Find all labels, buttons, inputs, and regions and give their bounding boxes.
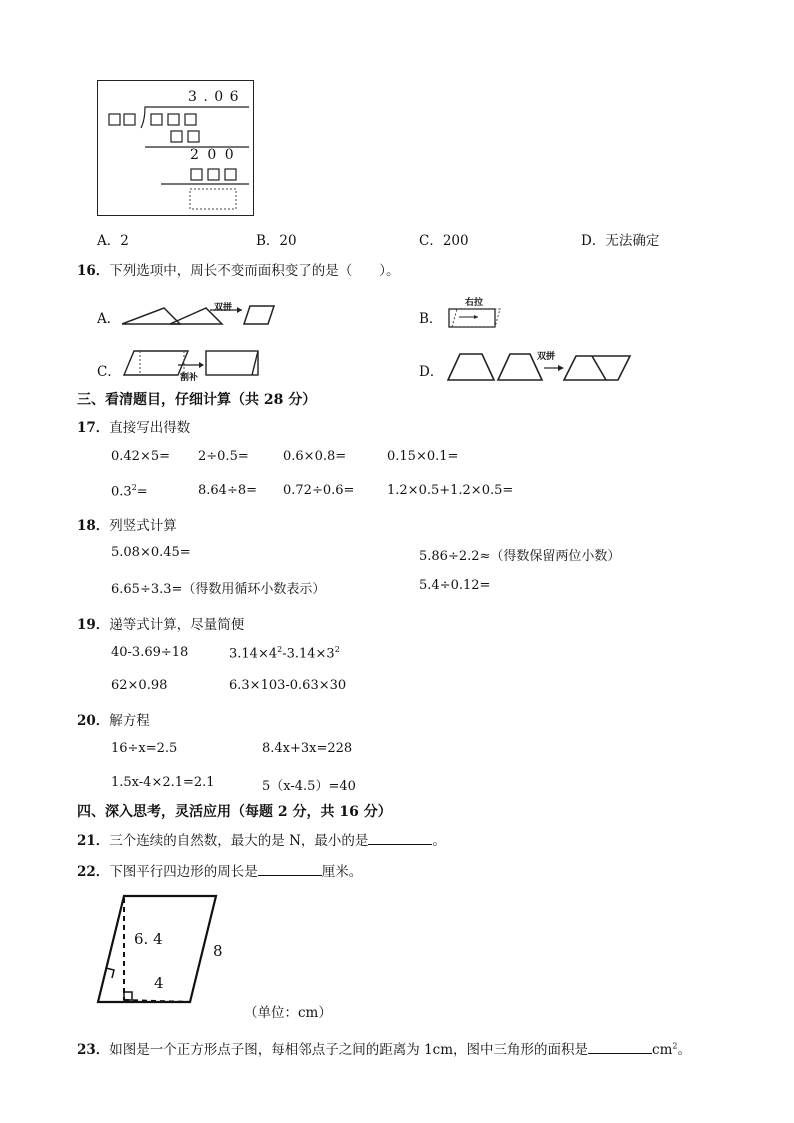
q20-number: 20． bbox=[77, 713, 110, 729]
q17-number: 17． bbox=[77, 420, 110, 436]
q15-division-figure bbox=[97, 80, 254, 216]
q21-number: 21． bbox=[77, 833, 110, 849]
q22-number: 22． bbox=[77, 864, 110, 880]
q21-answer-blank[interactable] bbox=[368, 832, 432, 845]
q18-text: 列竖式计算 bbox=[109, 518, 177, 534]
q16-option-a-label: A． bbox=[97, 311, 121, 327]
q23-text-c: 。 bbox=[677, 1042, 692, 1058]
q18-number: 18． bbox=[77, 518, 110, 534]
q18-b: 5.86÷2.2≈（得数保留两位小数） bbox=[419, 549, 621, 564]
q20-a: 16÷x=2.5 bbox=[111, 741, 178, 756]
q22-side-label: 8 bbox=[213, 942, 223, 960]
q22-base-label: 4 bbox=[154, 974, 164, 992]
q17-r2-a-tail: = bbox=[136, 484, 148, 500]
q17-r2-a bbox=[111, 483, 148, 499]
q22-text-b: 厘米。 bbox=[321, 864, 363, 880]
q16-label-shuangpin-a: 双拼 bbox=[214, 303, 233, 313]
q22-unit-label: （单位：cm） bbox=[244, 1005, 332, 1021]
q23-text-b: cm bbox=[652, 1042, 673, 1058]
q17-text: 直接写出得数 bbox=[109, 420, 191, 436]
q16-option-c-label: C． bbox=[97, 364, 121, 380]
q17-r1-b: 2÷0.5= bbox=[198, 449, 249, 464]
q21-text-b: 。 bbox=[432, 833, 446, 849]
q17-r2-b: 8.64÷8= bbox=[198, 483, 258, 498]
q17-r2-a-sup: 2 bbox=[131, 483, 137, 492]
q16-text: 下列选项中，周长不变而面积变了的是（ ）。 bbox=[109, 263, 400, 279]
q19-number: 19． bbox=[77, 617, 110, 633]
q17-r1-c: 0.6×0.8= bbox=[283, 449, 347, 464]
q23-text-sup: 2 bbox=[672, 1041, 678, 1051]
q19-b-sup1: 2 bbox=[277, 645, 283, 654]
q18-a: 5.08×0.45= bbox=[111, 545, 191, 560]
q17-r1-d: 0.15×0.1= bbox=[387, 449, 459, 464]
q17-r2-d: 1.2×0.5+1.2×0.5= bbox=[387, 483, 514, 498]
q16-option-a-figure bbox=[118, 298, 278, 330]
q23-question bbox=[77, 1038, 691, 1058]
q17-r2-a-base: 0.3 bbox=[111, 484, 132, 500]
q18-question bbox=[77, 514, 177, 534]
q22-text-a: 下图平行四边形的周长是 bbox=[109, 864, 258, 880]
q19-text: 递等式计算，尽量简便 bbox=[109, 617, 245, 633]
q15-option-a: A．2 bbox=[97, 233, 129, 249]
q16-question bbox=[77, 259, 400, 279]
q22-answer-blank[interactable] bbox=[258, 863, 322, 876]
q19-c: 62×0.98 bbox=[111, 678, 168, 693]
q19-b-sup2: 2 bbox=[334, 645, 340, 654]
q16-label-youla: 右拉 bbox=[465, 298, 484, 308]
q17-r2-c: 0.72÷0.6= bbox=[283, 483, 355, 498]
q16-number: 16． bbox=[77, 263, 110, 279]
q20-text: 解方程 bbox=[109, 713, 150, 729]
q19-b-part1: 3.14×4 bbox=[229, 646, 278, 662]
q15-option-c: C．200 bbox=[419, 233, 469, 249]
q20-c: 1.5x-4×2.1=2.1 bbox=[111, 775, 215, 790]
q15-option-d: D．无法确定 bbox=[581, 233, 660, 249]
q22-question bbox=[77, 860, 362, 880]
q20-b: 8.4x+3x=228 bbox=[262, 741, 353, 756]
q17-question bbox=[77, 416, 190, 436]
q15-quotient: 3 . 0 6 bbox=[188, 89, 240, 105]
q16-option-b-label: B． bbox=[419, 311, 443, 327]
q19-question bbox=[77, 613, 244, 633]
section-4-title: 四、深入思考，灵活应用（每题 2 分，共 16 分） bbox=[77, 804, 392, 820]
q17-r1-a: 0.42×5= bbox=[111, 449, 171, 464]
q16-label-gebu: 割补 bbox=[180, 373, 199, 383]
q18-c: 6.65÷3.3=（得数用循环小数表示） bbox=[111, 582, 326, 597]
q16-option-d-label: D． bbox=[419, 364, 444, 380]
q16-label-shuangpin-d: 双拼 bbox=[537, 352, 556, 362]
q20-question bbox=[77, 709, 150, 729]
q19-b-part2: -3.14×3 bbox=[282, 646, 335, 662]
q23-text-a: 如图是一个正方形点子图，每相邻点子之间的距离为 1cm，图中三角形的面积是 bbox=[109, 1042, 589, 1058]
q23-number: 23． bbox=[77, 1042, 110, 1058]
q15-option-b: B．20 bbox=[256, 233, 297, 249]
q19-b bbox=[229, 645, 340, 661]
q18-d: 5.4÷0.12= bbox=[419, 578, 491, 593]
q22-height-label: 6. 4 bbox=[134, 930, 163, 948]
q19-d: 6.3×103-0.63×30 bbox=[229, 678, 347, 693]
q19-a: 40-3.69÷18 bbox=[111, 645, 189, 660]
q21-text-a: 三个连续的自然数，最大的是 N，最小的是 bbox=[109, 833, 369, 849]
q15-remainder-row: 2 0 0 bbox=[190, 147, 236, 163]
q23-answer-blank[interactable] bbox=[588, 1041, 652, 1054]
q21-question bbox=[77, 829, 446, 849]
q20-d: 5（x-4.5）=40 bbox=[262, 779, 356, 794]
section-3-title: 三、看清题目，仔细计算（共 28 分） bbox=[77, 392, 317, 408]
